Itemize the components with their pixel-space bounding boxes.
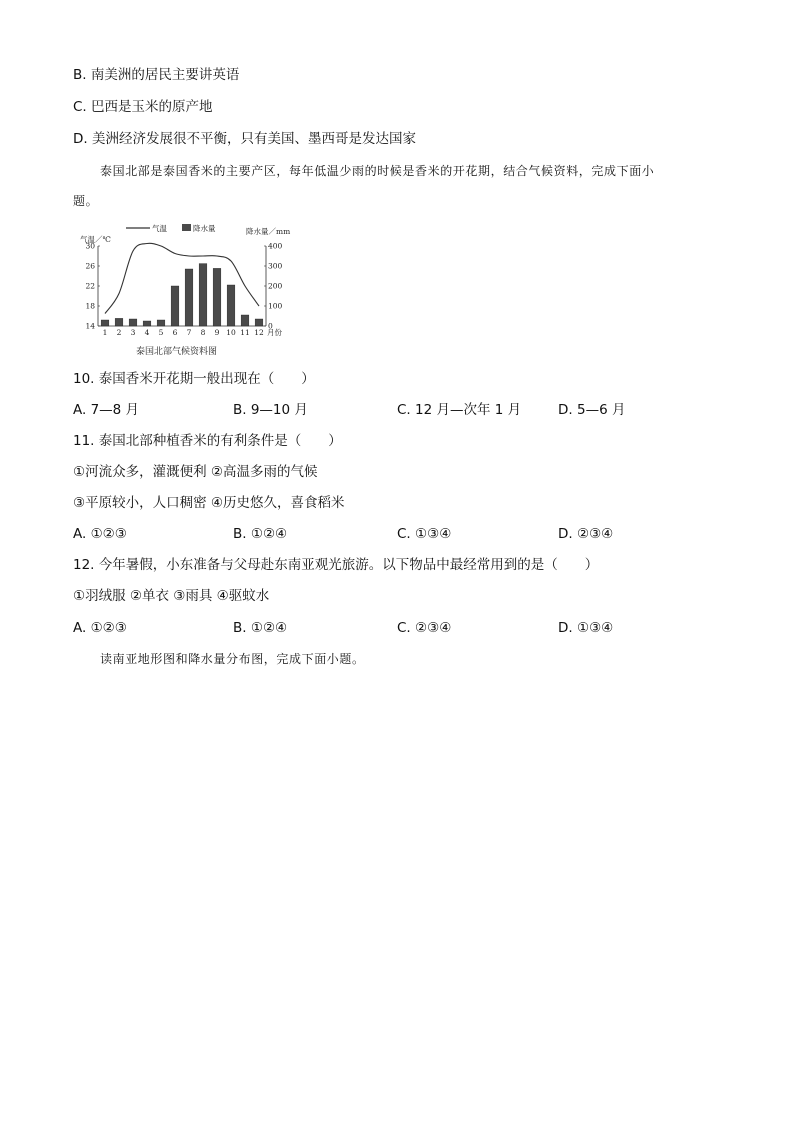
q11-stem: 11. 泰国北部种植香米的有利条件是（ ） (73, 433, 342, 449)
q10-stem: 10. 泰国香米开花期一般出现在（ ） (73, 371, 315, 387)
intro-paragraph-line2: 题。 (73, 194, 99, 208)
q10-option-c: C. 12 月—次年 1 月 (397, 402, 522, 418)
month-tick-label: 3 (130, 328, 136, 337)
climate-chart (78, 220, 308, 360)
month-tick-label: 4 (144, 328, 150, 337)
q12-option-b: B. ①②④ (233, 620, 288, 636)
q12-option-a: A. ①②③ (73, 620, 127, 636)
left-axis-label: 气温／℃ (80, 235, 111, 244)
month-tick-label: 12 (254, 328, 264, 337)
precipitation-tick-label: 100 (268, 301, 283, 311)
q12-option-d: D. ①③④ (558, 620, 614, 636)
temperature-line (105, 243, 259, 313)
legend-temperature: 气温 (152, 224, 167, 233)
option-d: D. 美洲经济发展很不平衡，只有美国、墨西哥是发达国家 (73, 131, 416, 147)
month-tick-label: 7 (186, 328, 192, 337)
month-tick-label: 10 (226, 328, 236, 337)
q11-option-c: C. ①③④ (397, 526, 452, 542)
q12-items: ①羽绒服 ②单衣 ③雨具 ④驱蚊水 (73, 588, 270, 604)
month-tick-label: 1 (102, 328, 108, 337)
q10-option-a: A. 7—8 月 (73, 402, 140, 418)
q11-option-b: B. ①②④ (233, 526, 288, 542)
month-tick-label: 8 (200, 328, 206, 337)
legend-precipitation: 降水量 (193, 224, 216, 233)
precipitation-tick-label: 200 (268, 281, 283, 291)
chart-title: 泰国北部气候资料图 (136, 347, 218, 357)
q10-option-b: B. 9—10 月 (233, 402, 308, 418)
precipitation-bar (115, 318, 123, 326)
temperature-tick-label: 22 (85, 281, 95, 291)
q11-option-d: D. ②③④ (558, 526, 614, 542)
q11-items-line1: ①河流众多，灌溉便利 ②高温多雨的气候 (73, 464, 318, 480)
precipitation-bar (241, 315, 249, 326)
precipitation-tick-label: 400 (268, 241, 283, 251)
temperature-tick-label: 26 (85, 261, 95, 271)
intro-paragraph-line1: 泰国北部是泰国香米的主要产区，每年低温少雨的时候是香米的开花期，结合气候资料，完成下面小 (100, 164, 655, 178)
precipitation-bar (255, 319, 263, 326)
month-tick-label: 9 (214, 328, 220, 337)
q11-option-a: A. ①②③ (73, 526, 127, 542)
temperature-tick-label: 18 (85, 301, 95, 311)
precipitation-bar (171, 286, 179, 326)
q11-items-line2: ③平原较小，人口稠密 ④历史悠久，喜食稻米 (73, 495, 345, 511)
option-c: C. 巴西是玉米的原产地 (73, 99, 213, 115)
precipitation-tick-label: 0 (268, 321, 273, 331)
precipitation-bar (143, 321, 151, 326)
q12-stem: 12. 今年暑假，小东准备与父母赴东南亚观光旅游。以下物品中最经常用到的是（ ） (73, 557, 599, 573)
chart-legend (126, 223, 216, 233)
temperature-tick-label: 30 (85, 241, 95, 251)
precipitation-bar (227, 285, 235, 326)
option-b: B. 南美洲的居民主要讲英语 (73, 67, 240, 83)
q12-option-c: C. ②③④ (397, 620, 452, 636)
precipitation-bar (101, 320, 109, 326)
month-tick-label: 5 (158, 328, 164, 337)
precipitation-bar (213, 268, 221, 326)
right-axis-label: 降水量／mm (246, 227, 291, 236)
precipitation-tick-label: 300 (268, 261, 283, 271)
x-axis-unit: 月份 (267, 328, 282, 337)
precipitation-bar (157, 320, 165, 326)
legend-bar-swatch (182, 224, 191, 231)
temperature-tick-label: 14 (85, 321, 95, 331)
month-tick-label: 11 (240, 328, 250, 337)
precipitation-bar (199, 264, 207, 326)
precipitation-bar (185, 269, 193, 326)
precipitation-bar (129, 319, 137, 326)
q10-option-d: D. 5—6 月 (558, 402, 626, 418)
month-tick-label: 6 (172, 328, 178, 337)
plot-area (85, 242, 282, 338)
outro-paragraph: 读南亚地形图和降水量分布图，完成下面小题。 (100, 652, 365, 666)
month-tick-label: 2 (116, 328, 122, 337)
